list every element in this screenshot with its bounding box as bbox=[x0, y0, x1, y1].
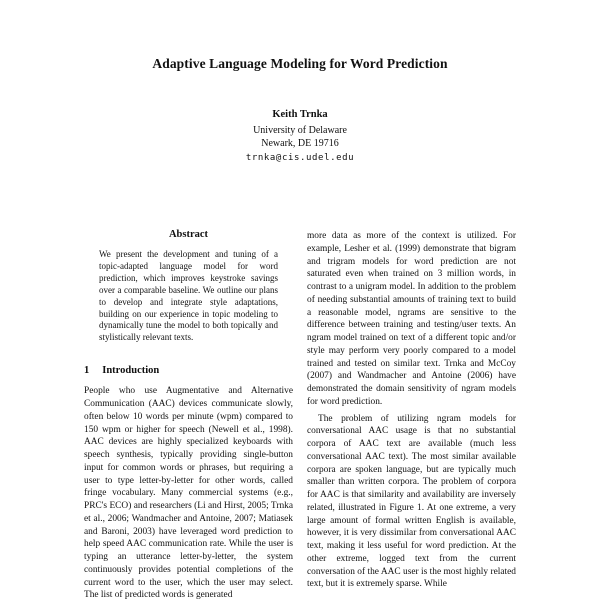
two-column-body bbox=[84, 229, 516, 602]
right-column-paragraph-2: The problem of utilizing ngram models for conversational AAC usage is that no substantial corpora of AAC text are available (much less conversational AAC text). The most similar available corpora are spoken language, but are typically much smaller than written corpora. The problem of corpora for AAC is that similarity and availability are inversely related, illustrated in Figure 1. At one extreme, a very large amount of formal written English is available, however, it is very dissimilar from conversational AAC text, making it less useful for word prediction. At the other extreme, logged text from the current conversation of the AAC user is the most highly related text, but it is extremely sparse. While bbox=[307, 413, 516, 590]
intro-paragraph-1: People who use Augmentative and Alternative Communication (AAC) devices communicate slowly, often below 10 words per minute (wpm) compared to 150 wpm or higher for speech (Newell et al., 1998). AAC devices are highly specialized keyboards with speech synthesis, typically providing single-button input for common words or phrases, but requiring a user to type letter-by-letter for other words, called fringe vocabulary. Many commercial systems (e.g., PRC's ECO) and researchers (Li and Hirst, 2005; Trnka et al., 2006; Wandmacher and Antoine, 2007; Matiasek and Baroni, 2003) have leveraged word prediction to help speed AAC communication rate. While the user is typing an utterance letter-by-letter, the system continuously provides potential completions of the current word to the user, which the user may select. The list of predicted words is generated bbox=[84, 386, 293, 601]
section-number: 1 bbox=[84, 365, 90, 377]
author-block bbox=[84, 108, 516, 165]
paper-title: Adaptive Language Modeling for Word Prediction bbox=[152, 56, 448, 71]
abstract-section bbox=[84, 229, 293, 344]
author-name: Keith Trnka bbox=[272, 109, 328, 120]
section-title: Introduction bbox=[102, 365, 160, 377]
author-email: trnka@cis.udel.edu bbox=[245, 152, 355, 163]
right-column-paragraph-1: more data as more of the context is utilized. For example, Lesher et al. (1999) demonstrate that bigram and trigram models for word prediction are not saturated even when trained on 3 million words, in contrast to a unigram model. In addition to the problem of needing substantial amounts of training text to build a reasonable model, ngrams are sensitive to the difference between training and testing/user texts. An ngram model trained on text of a different topic and/or style may perform very poorly compared to a model trained and tested on similar text. Trnka and McCoy (2007) and Wandmacher and Antoine (2006) have demonstrated the domain sensitivity of ngram models for word prediction. bbox=[307, 231, 516, 407]
abstract-text: We present the development and tuning of a topic-adapted language model for word prediction, which improves keystroke savings over a comparable baseline. We outline our plans to develop and integrate style adaptations, building on our experience in topic modeling to dynamically tune the model to both topically and stylistically relevant texts. bbox=[99, 249, 278, 343]
right-column bbox=[307, 229, 516, 602]
author-address: Newark, DE 19716 bbox=[261, 138, 339, 149]
abstract-heading: Abstract bbox=[168, 229, 209, 240]
left-column bbox=[84, 229, 293, 602]
section-heading-introduction bbox=[84, 365, 293, 376]
author-affiliation: University of Delaware bbox=[253, 124, 347, 136]
